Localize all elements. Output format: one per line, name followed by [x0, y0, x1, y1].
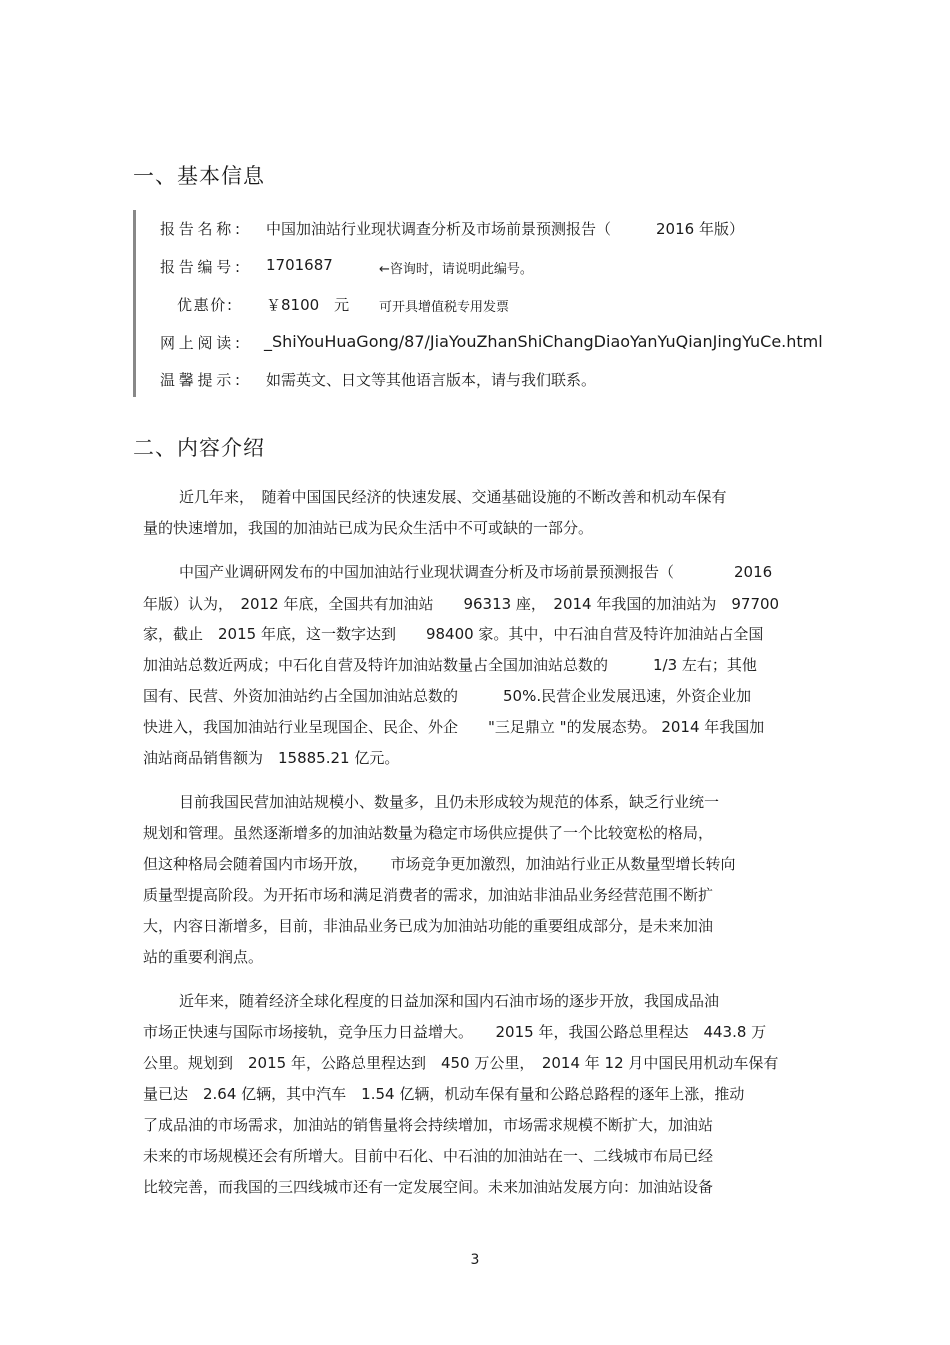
report-name-value: 中国加油站行业现状调查分析及市场前景预测报告（ 2016 年版） — [266, 220, 744, 238]
report-code-label: 报告编号: — [160, 258, 240, 276]
paragraph-line: 目前我国民营加油站规模小、数量多，且仍未形成较为规范的体系，缺乏行业统一 — [179, 793, 720, 811]
price-note: 可开具增值税专用发票 — [379, 300, 510, 315]
paragraph-line: 近年来，随着经济全球化程度的日益加深和国内石油市场的逐步开放，我国成品油 — [179, 992, 720, 1010]
price-value: ￥8100 元 — [266, 296, 350, 314]
price-label: 优惠价: — [177, 296, 232, 314]
info-row-online — [0, 332, 950, 362]
paragraph-line: 量已达 2.64 亿辆，其中汽车 1.54 亿辆，机动车保有量和公路总路程的逐年上涨，推动 — [143, 1085, 745, 1103]
report-name-label: 报告名称: — [160, 220, 240, 238]
paragraph-line: 质量型提高阶段。为开拓市场和满足消费者的需求，加油站非油品业务经营范围不断扩 — [143, 886, 714, 904]
report-code-note: ←咨询时，请说明此编号。 — [379, 262, 533, 277]
page-number: 3 — [470, 1252, 480, 1268]
paragraph-line: 国有、民营、外资加油站约占全国加油站总数的 50%.民营企业发展迅速，外资企业加 — [143, 687, 752, 705]
paragraph-line: 市场正快速与国际市场接轨，竞争压力日益增大。 2015 年，我国公路总里程达 443.8 万 — [143, 1023, 767, 1041]
paragraph-line: 了成品油的市场需求，加油站的销售量将会持续增加，市场需求规模不断扩大，加油站 — [143, 1116, 714, 1134]
paragraph-line: 量的快速增加，我国的加油站已成为民众生活中不可或缺的一部分。 — [143, 519, 594, 537]
info-row-report-name — [0, 218, 950, 248]
paragraph-line: 未来的市场规模还会有所增大。目前中石化、中石油的加油站在一、二线城市布局已经 — [143, 1147, 714, 1165]
paragraph-line: 比较完善，而我国的三四线城市还有一定发展空间。未来加油站发展方向：加油站设备 — [143, 1178, 714, 1196]
section-heading-content-intro: 二、内容介绍 — [133, 436, 265, 460]
report-code-value: 1701687 — [266, 256, 333, 274]
paragraph-line: 但这种格局会随着国内市场开放， 市场竞争更加激烈，加油站行业正从数量型增长转向 — [143, 855, 736, 873]
paragraph-line: 站的重要利润点。 — [143, 948, 264, 966]
info-row-price — [0, 294, 950, 324]
paragraph-line: 公里。规划到 2015 年，公路总里程达到 450 万公里， 2014 年 12 月中国民用机动车保有 — [143, 1054, 779, 1072]
paragraph-line: 规划和管理。虽然逐渐增多的加油站数量为稳定市场供应提供了一个比较宽松的格局， — [143, 824, 714, 842]
paragraph-line: 大，内容日渐增多，目前，非油品业务已成为加油站功能的重要组成部分，是未来加油 — [143, 917, 714, 935]
tip-label: 温馨提示: — [160, 371, 240, 389]
info-row-report-code — [0, 256, 950, 286]
paragraph-line: 家，截止 2015 年底，这一数字达到 98400 家。其中，中石油自营及特许加油站占全国 — [143, 625, 764, 643]
paragraph-line: 年版）认为， 2012 年底，全国共有加油站 96313 座， 2014 年我国的加油站为 97700 — [143, 595, 780, 613]
paragraph-line: 近几年来， 随着中国国民经济的快速发展、交通基础设施的不断改善和机动车保有 — [179, 488, 727, 506]
online-url-link[interactable]: _ShiYouHuaGong/87/JiaYouZhanShiChangDiaoYanYuQianJingYuCe.html — [264, 332, 823, 351]
paragraph-line: 快进入，我国加油站行业呈现国企、民企、外企 "三足鼎立 "的发展态势。 2014 年我国加 — [143, 718, 765, 736]
online-label: 网上阅读: — [160, 334, 240, 352]
tip-value: 如需英文、日文等其他语言版本，请与我们联系。 — [266, 371, 597, 389]
info-row-tip — [0, 369, 950, 399]
paragraph-line: 中国产业调研网发布的中国加油站行业现状调查分析及市场前景预测报告（ 2016 — [179, 563, 773, 581]
paragraph-line: 油站商品销售额为 15885.21 亿元。 — [143, 749, 400, 767]
section-heading-basic-info: 一、基本信息 — [133, 164, 265, 188]
paragraph-line: 加油站总数近两成；中石化自营及特许加油站数量占全国加油站总数的 1/3 左右；其他 — [143, 656, 757, 674]
